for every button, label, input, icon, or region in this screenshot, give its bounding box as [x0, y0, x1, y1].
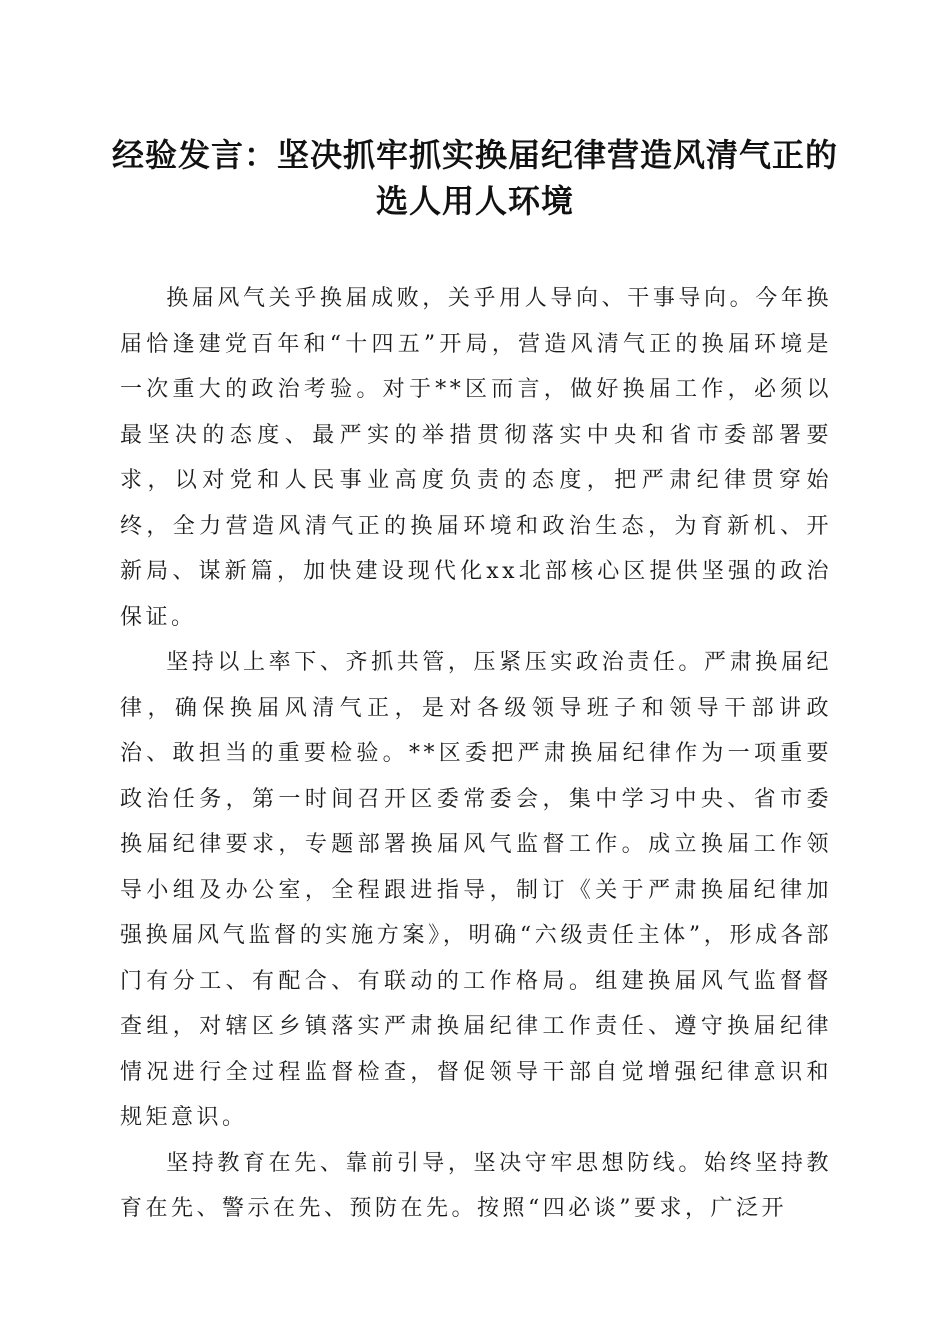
- paragraph-1: 换届风气关乎换届成败，关乎用人导向、干事导向。今年换届恰逢建党百年和“十四五”开局，营造风清气正的换届环境是一次重大的政治考验。对于**区而言，做好换届工作，必须以最坚决的态度、最严实的举措贯彻落实中央和省市委部署要求，以对党和人民事业高度负责的态度，把严肃纪律贯穿始终，全力营造风清气正的换届环境和政治生态，为育新机、开新局、谋新篇，加快建设现代化xx北部核心区提供坚强的政治保证。: [120, 286, 832, 630]
- document-body: [120, 276, 832, 1232]
- document-title: 经验发言：坚决抓牢抓实换届纪律营造风清气正的选人用人环境: [111, 136, 838, 220]
- paragraph-3: 坚持教育在先、靠前引导，坚决守牢思想防线。始终坚持教育在先、警示在先、预防在先。按照“四必谈”要求，广泛开: [120, 1150, 832, 1221]
- paragraph-2: 坚持以上率下、齐抓共管，压紧压实政治责任。严肃换届纪律，确保换届风清气正，是对各级领导班子和领导干部讲政治、敢担当的重要检验。**区委把严肃换届纪律作为一项重要政治任务，第一时间召开区委常委会，集中学习中央、省市委换届纪律要求，专题部署换届风气监督工作。成立换届工作领导小组及办公室，全程跟进指导，制订《关于严肃换届纪律加强换届风气监督的实施方案》，明确“六级责任主体”，形成各部门有分工、有配合、有联动的工作格局。组建换届风气监督督查组，对辖区乡镇落实严肃换届纪律工作责任、遵守换届纪律情况进行全过程监督检查，督促领导干部自觉增强纪律意识和规矩意识。: [120, 650, 832, 1130]
